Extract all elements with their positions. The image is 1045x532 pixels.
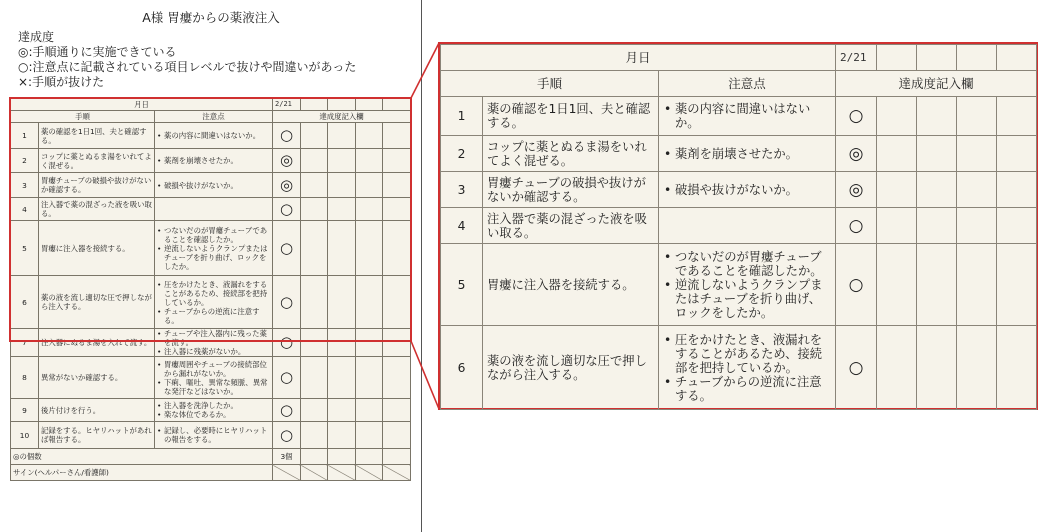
notes-cell bbox=[659, 172, 836, 208]
note-item: • 記録し、必要時にヒヤリハットの報告をする。 bbox=[157, 426, 270, 444]
record-cell bbox=[997, 172, 1037, 208]
achievement-mark: ◎ bbox=[836, 172, 877, 208]
step-number: 4 bbox=[441, 208, 483, 244]
notes-list bbox=[663, 147, 831, 161]
step-number: 6 bbox=[11, 276, 39, 329]
table-row bbox=[441, 172, 1037, 208]
notes-list bbox=[663, 102, 831, 130]
record-cell bbox=[917, 172, 957, 208]
record-cell bbox=[877, 45, 917, 71]
achievement-mark: ◎ bbox=[273, 173, 301, 198]
achievement-mark: ◎ bbox=[836, 136, 877, 172]
note-item: • 楽な体位であるか。 bbox=[157, 410, 270, 419]
note-item: • チューブからの逆流に注意する。 bbox=[663, 375, 831, 403]
record-cell bbox=[997, 136, 1037, 172]
step-number: 5 bbox=[11, 221, 39, 276]
note-item: • 逆流しないようクランプまたはチューブを折り曲げ、ロックをしたか。 bbox=[157, 244, 270, 271]
note-item: • 破損や抜けがないか。 bbox=[157, 181, 270, 190]
record-cell bbox=[957, 244, 997, 326]
record-cell bbox=[877, 172, 917, 208]
record-cell bbox=[957, 136, 997, 172]
achievement-mark: ○ bbox=[273, 399, 301, 422]
step-text: 異常がないか確認する。 bbox=[39, 357, 155, 399]
achievement-mark: ○ bbox=[273, 221, 301, 276]
achievement-mark: ◎ bbox=[273, 149, 301, 173]
notes-list bbox=[663, 183, 831, 197]
procedure-table-zoomed bbox=[440, 44, 1037, 410]
record-cell bbox=[957, 45, 997, 71]
note-item: • チューブや注入器内に残った薬を流す。 bbox=[157, 329, 270, 347]
step-text: コップに薬とぬるま湯をいれてよく混ぜる。 bbox=[39, 149, 155, 173]
note-item: • 注入器を洗浄したか。 bbox=[157, 401, 270, 410]
step-text: 記録をする。ヒヤリハットがあれば報告する。 bbox=[39, 422, 155, 449]
steps-header: 手順 bbox=[441, 71, 659, 97]
step-text: 薬の確認を1日1回、夫と確認する。 bbox=[483, 97, 659, 136]
record-header: 達成度記入欄 bbox=[273, 111, 411, 123]
note-item: • チューブからの逆流に注意する。 bbox=[157, 307, 270, 325]
count-label: ◎の個数 bbox=[11, 449, 273, 465]
step-text: 胃瘻に注入器を接続する。 bbox=[39, 221, 155, 276]
record-cell bbox=[877, 326, 917, 410]
signature-label: サイン(ヘルパーさん/看護師) bbox=[11, 465, 273, 481]
step-number: 3 bbox=[11, 173, 39, 198]
zoomed-table-panel bbox=[438, 42, 1038, 410]
record-cell bbox=[917, 208, 957, 244]
achievement-mark: ○ bbox=[273, 276, 301, 329]
record-cell bbox=[957, 208, 997, 244]
record-cell bbox=[917, 136, 957, 172]
achievement-mark: ○ bbox=[836, 97, 877, 136]
record-cell bbox=[917, 45, 957, 71]
note-item: • 逆流しないようクランプまたはチューブを折り曲げ、ロックをしたか。 bbox=[663, 278, 831, 320]
note-item: • 薬の内容に間違いはないか。 bbox=[157, 131, 270, 140]
legend-item: ○:注意点に記載されている項目レベルで抜けや間違いがあった bbox=[18, 60, 357, 74]
notes-list bbox=[663, 333, 831, 403]
note-item: • 薬剤を崩壊させたか。 bbox=[663, 147, 831, 161]
step-text: 胃瘻に注入器を接続する。 bbox=[483, 244, 659, 326]
legend-item: ◎:手順通りに実施できている bbox=[18, 45, 177, 59]
step-text: 薬の確認を1日1回、夫と確認する。 bbox=[39, 123, 155, 149]
step-text: 注入器で薬の混ざった液を吸い取る。 bbox=[483, 208, 659, 244]
record-cell bbox=[957, 97, 997, 136]
legend-item: ×:手順が抜けた bbox=[18, 75, 105, 89]
note-item: • つないだのが胃瘻チューブであることを確認したか。 bbox=[157, 226, 270, 244]
table-row bbox=[441, 326, 1037, 410]
note-item: • 薬の内容に間違いはないか。 bbox=[663, 102, 831, 130]
record-cell bbox=[957, 326, 997, 410]
achievement-mark: ○ bbox=[273, 422, 301, 449]
step-number: 8 bbox=[11, 357, 39, 399]
record-cell bbox=[957, 172, 997, 208]
record-cell bbox=[997, 97, 1037, 136]
step-text: 注入器で薬の混ざった液を吸い取る。 bbox=[39, 198, 155, 221]
table-row bbox=[441, 208, 1037, 244]
notes-header: 注意点 bbox=[155, 111, 273, 123]
notes-cell bbox=[659, 326, 836, 410]
note-item: • 胃瘻周囲やチューブの接続部位から漏れがないか。 bbox=[157, 360, 270, 378]
record-cell bbox=[877, 244, 917, 326]
step-number: 1 bbox=[11, 123, 39, 149]
record-cell bbox=[877, 208, 917, 244]
step-number: 7 bbox=[11, 329, 39, 357]
date-value: 2/21 bbox=[273, 99, 301, 111]
date-row bbox=[441, 45, 1037, 71]
record-cell bbox=[997, 208, 1037, 244]
note-item: • つないだのが胃瘻チューブであることを確認したか。 bbox=[663, 250, 831, 278]
record-cell bbox=[997, 326, 1037, 410]
note-item: • 注入器に残薬がないか。 bbox=[157, 347, 270, 356]
achievement-mark: ○ bbox=[273, 123, 301, 149]
step-text: 胃瘻チューブの破損や抜けがないか確認する。 bbox=[39, 173, 155, 198]
step-text: 後片付けを行う。 bbox=[39, 399, 155, 422]
step-number: 2 bbox=[11, 149, 39, 173]
achievement-mark: ○ bbox=[273, 329, 301, 357]
note-item: • 破損や抜けがないか。 bbox=[663, 183, 831, 197]
record-cell bbox=[917, 326, 957, 410]
notes-cell bbox=[659, 208, 836, 244]
step-text: 薬の液を流し適切な圧で押しながら注入する。 bbox=[483, 326, 659, 410]
step-number: 6 bbox=[441, 326, 483, 410]
note-item: • 圧をかけたとき、液漏れをすることがあるため、接続部を把持しているか。 bbox=[157, 280, 270, 307]
date-value: 2/21 bbox=[836, 45, 877, 71]
step-number: 2 bbox=[441, 136, 483, 172]
date-label: 月日 bbox=[441, 45, 836, 71]
notes-cell bbox=[659, 97, 836, 136]
count-value: 3個 bbox=[273, 449, 301, 465]
achievement-mark: ○ bbox=[273, 198, 301, 221]
record-header: 達成度記入欄 bbox=[836, 71, 1037, 97]
achievement-mark: ○ bbox=[836, 244, 877, 326]
achievement-mark: ○ bbox=[836, 208, 877, 244]
steps-header: 手順 bbox=[11, 111, 155, 123]
step-number: 3 bbox=[441, 172, 483, 208]
step-text: 胃瘻チューブの破損や抜けがないか確認する。 bbox=[483, 172, 659, 208]
note-item: • 圧をかけたとき、液漏れをすることがあるため、接続部を把持しているか。 bbox=[663, 333, 831, 375]
step-text: 注入器にぬるま湯を入れて流す。 bbox=[39, 329, 155, 357]
record-cell bbox=[877, 136, 917, 172]
notes-header: 注意点 bbox=[659, 71, 836, 97]
step-number: 9 bbox=[11, 399, 39, 422]
notes-cell bbox=[659, 244, 836, 326]
date-label: 月日 bbox=[11, 99, 273, 111]
record-cell bbox=[917, 97, 957, 136]
step-number: 5 bbox=[441, 244, 483, 326]
record-cell bbox=[917, 244, 957, 326]
step-number: 10 bbox=[11, 422, 39, 449]
table-row bbox=[441, 136, 1037, 172]
notes-list bbox=[663, 250, 831, 320]
legend-heading: 達成度 bbox=[18, 30, 55, 44]
step-number: 1 bbox=[441, 97, 483, 136]
note-item: • 下痢、嘔吐、異常な頻脈、異常な発汗などはないか。 bbox=[157, 378, 270, 396]
notes-cell bbox=[659, 136, 836, 172]
document-title: A様 胃瘻からの薬液注入 bbox=[142, 10, 280, 25]
step-text: コップに薬とぬるま湯をいれてよく混ぜる。 bbox=[483, 136, 659, 172]
step-text: 薬の液を流し適切な圧で押しながら注入する。 bbox=[39, 276, 155, 329]
step-number: 4 bbox=[11, 198, 39, 221]
achievement-mark: ○ bbox=[836, 326, 877, 410]
note-item: • 薬剤を崩壊させたか。 bbox=[157, 156, 270, 165]
header-row bbox=[441, 71, 1037, 97]
table-row bbox=[441, 244, 1037, 326]
achievement-mark: ○ bbox=[273, 357, 301, 399]
record-cell bbox=[997, 45, 1037, 71]
record-cell bbox=[877, 97, 917, 136]
table-row bbox=[441, 97, 1037, 136]
record-cell bbox=[997, 244, 1037, 326]
